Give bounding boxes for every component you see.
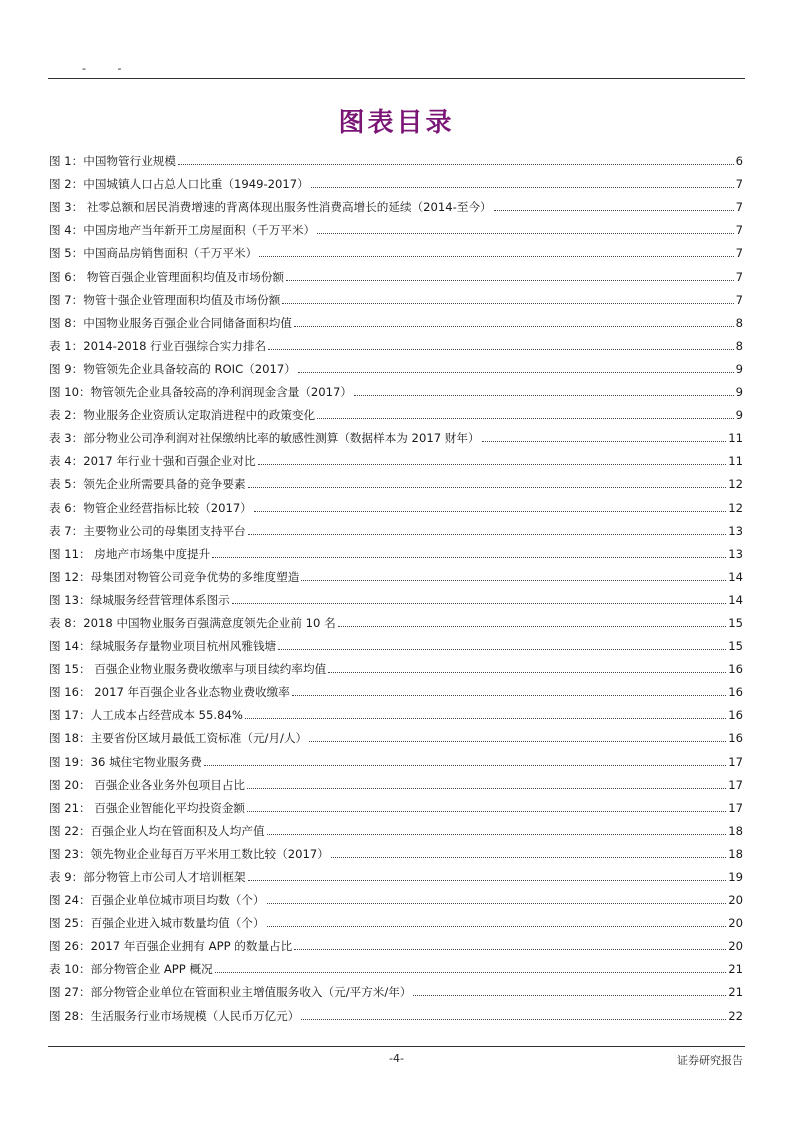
- toc-entry[interactable]: [49, 399, 743, 422]
- toc-entry-page[interactable]: 13: [728, 546, 743, 561]
- toc-entry[interactable]: [49, 561, 743, 584]
- toc-entry[interactable]: [49, 838, 743, 861]
- toc-entry[interactable]: [49, 976, 743, 999]
- toc-entry-page[interactable]: 16: [728, 662, 743, 677]
- toc-leader-dots: [494, 210, 734, 211]
- toc-leader-dots: [311, 187, 734, 188]
- toc-leader-dots: [232, 603, 726, 604]
- toc-entry-page[interactable]: 12: [728, 477, 743, 492]
- toc-entry-label[interactable]: 表 10：部分物管企业 APP 概况: [49, 962, 213, 977]
- toc-leader-dots: [338, 626, 727, 627]
- toc-leader-dots: [267, 834, 727, 835]
- toc-leader-dots: [309, 741, 726, 742]
- toc-entry[interactable]: [49, 930, 743, 953]
- toc-leader-dots: [482, 441, 727, 442]
- report-label: 证券研究报告: [677, 1054, 743, 1067]
- toc-leader-dots: [331, 857, 726, 858]
- toc-entry[interactable]: [49, 722, 743, 745]
- toc-entry-label[interactable]: 图 9：物管领先企业具备较高的 ROIC（2017）: [49, 361, 296, 376]
- toc-entry[interactable]: [49, 676, 743, 699]
- toc-entry[interactable]: [49, 538, 743, 561]
- toc-entry[interactable]: [49, 745, 743, 768]
- toc-leader-dots: [247, 788, 726, 789]
- toc-entry[interactable]: [49, 422, 743, 445]
- page-number: -4-: [389, 1052, 404, 1065]
- toc-entry[interactable]: [49, 376, 743, 399]
- toc-leader-dots: [267, 903, 727, 904]
- toc-entry-page[interactable]: 11: [728, 431, 743, 446]
- toc-entry[interactable]: [49, 861, 743, 884]
- toc-entry-label[interactable]: 表 1：2014-2018 行业百强综合实力排名: [49, 338, 267, 353]
- toc-entry-label[interactable]: 表 8：2018 中国物业服务百强满意度领先企业前 10 名: [49, 615, 336, 630]
- toc-entry-label[interactable]: 图 16： 2017 年百强企业各业态物业费收缴率: [49, 685, 290, 700]
- toc-entry-label[interactable]: 图 28：生活服务行业市场规模（人民币万亿元）: [49, 1008, 300, 1023]
- toc-entry-label[interactable]: 表 9：部分物管上市公司人才培训框架: [49, 870, 246, 884]
- toc-leader-dots: [294, 326, 734, 327]
- toc-entry[interactable]: [49, 353, 743, 376]
- toc-entry-page[interactable]: 22: [728, 1008, 743, 1023]
- toc-entry-label[interactable]: 表 4：2017 年行业十强和百强企业对比: [49, 454, 256, 469]
- toc-entry[interactable]: [49, 769, 743, 792]
- toc-entry[interactable]: [49, 653, 743, 676]
- toc-leader-dots: [282, 303, 733, 304]
- toc-entry-label[interactable]: 图 17：人工成本占经营成本 55.84%: [49, 708, 243, 723]
- toc-entry-page[interactable]: 9: [735, 385, 743, 400]
- toc-entry[interactable]: [49, 284, 743, 307]
- toc-entry-label[interactable]: 图 19：36 城住宅物业服务费: [49, 754, 202, 769]
- toc-entry-label[interactable]: 图 25：百强企业进入城市数量均值（个）: [49, 916, 265, 931]
- header-rule: [48, 78, 745, 79]
- toc-entry-page[interactable]: 13: [728, 523, 743, 538]
- toc-leader-dots: [212, 557, 726, 558]
- toc-entry-page[interactable]: 9: [735, 361, 743, 376]
- toc-leader-dots: [248, 534, 727, 535]
- toc-entry[interactable]: [49, 907, 743, 930]
- toc-entry[interactable]: [49, 445, 743, 468]
- toc-leader-dots: [204, 765, 726, 766]
- toc-entry[interactable]: [49, 999, 743, 1022]
- toc-leader-dots: [215, 972, 727, 973]
- toc-leader-dots: [354, 395, 734, 396]
- toc-entry-label[interactable]: 图 14：绿城服务存量物业项目杭州风雅钱塘: [49, 639, 277, 654]
- toc-leader-dots: [267, 926, 727, 927]
- toc-entry-label[interactable]: 图 24：百强企业单位城市项目均数（个）: [49, 893, 265, 908]
- toc-entry-page[interactable]: 16: [728, 685, 743, 700]
- toc-entry-page[interactable]: 16: [728, 731, 743, 746]
- toc-entry[interactable]: [49, 260, 743, 283]
- toc-leader-dots: [317, 233, 733, 234]
- toc-leader-dots: [298, 372, 734, 373]
- toc-entry-page[interactable]: 7: [735, 223, 743, 238]
- toc-entry-page[interactable]: 9: [735, 408, 743, 423]
- toc-entry[interactable]: [49, 699, 743, 722]
- toc-entry-page[interactable]: 21: [728, 962, 743, 977]
- footer-rule: [48, 1046, 745, 1047]
- toc-entry[interactable]: [49, 607, 743, 630]
- toc-leader-dots: [278, 649, 726, 650]
- toc-leader-dots: [413, 995, 726, 996]
- toc-entry-page[interactable]: 20: [728, 939, 743, 954]
- toc-entry-label[interactable]: 图 10：物管领先企业具备较高的净利润现金含量（2017）: [49, 385, 353, 400]
- toc-entry-label[interactable]: 图 22：百强企业人均在管面积及人均产值: [49, 823, 265, 838]
- toc-leader-dots: [317, 418, 733, 419]
- toc-entry-page[interactable]: 18: [728, 823, 743, 838]
- toc-entry-page[interactable]: 7: [735, 246, 743, 261]
- toc-entry-label[interactable]: 图 8：中国物业服务百强企业合同储备面积均值: [49, 315, 292, 330]
- toc-entry-page[interactable]: 14: [728, 569, 743, 584]
- toc-leader-dots: [259, 256, 733, 257]
- toc-entry-page[interactable]: 17: [728, 800, 743, 815]
- toc-entry[interactable]: [49, 515, 743, 538]
- toc-entry-label[interactable]: 表 7：主要物业公司的母集团支持平台: [49, 523, 246, 538]
- toc-entry-page[interactable]: 15: [728, 615, 743, 630]
- toc-entry[interactable]: [49, 168, 743, 191]
- toc-entry-page[interactable]: 11: [728, 454, 743, 469]
- toc-leader-dots: [247, 811, 726, 812]
- toc-entry[interactable]: [49, 884, 743, 907]
- header-mark: - -: [82, 62, 136, 75]
- toc-entry-page[interactable]: 7: [735, 269, 743, 284]
- toc-entry-label[interactable]: 表 5：领先企业所需要具备的竞争要素: [49, 477, 246, 492]
- toc-entry-page[interactable]: 17: [728, 777, 743, 792]
- toc-entry-label[interactable]: 图 4：中国房地产当年新开工房屋面积（千万平米）: [49, 223, 316, 238]
- toc-entry-page[interactable]: 15: [728, 639, 743, 654]
- toc-leader-dots: [286, 280, 734, 281]
- toc-entry-label[interactable]: 表 6：物管企业经营指标比较（2017）: [49, 500, 252, 515]
- toc-entry[interactable]: [49, 953, 743, 976]
- toc-entry-page[interactable]: 8: [735, 315, 743, 330]
- toc-entry[interactable]: [49, 468, 743, 491]
- toc-entry-page[interactable]: 17: [728, 754, 743, 769]
- toc-leader-dots: [328, 672, 726, 673]
- toc-leader-dots: [301, 1019, 726, 1020]
- toc-entry-label[interactable]: 图 6： 物管百强企业管理面积均值及市场份额: [49, 269, 285, 284]
- toc-entry-label[interactable]: 图 27：部分物管企业单位在管面积业主增值服务收入（元/平方米/年）: [49, 985, 412, 1000]
- toc-entry-label[interactable]: 表 3：部分物业公司净利润对社保缴纳比率的敏感性测算（数据样本为 2017 财年）: [49, 431, 480, 446]
- toc-entry-label[interactable]: 图 20： 百强企业各业务外包项目占比: [49, 777, 246, 792]
- toc-entry-label[interactable]: 图 26：2017 年百强企业拥有 APP 的数量占比: [49, 939, 293, 954]
- toc-leader-dots: [301, 580, 726, 581]
- toc-entry-label[interactable]: 图 5：中国商品房销售面积（千万平米）: [49, 246, 258, 261]
- toc-leader-dots: [268, 349, 734, 350]
- toc-entry-page[interactable]: 6: [735, 154, 743, 169]
- toc-entry-label[interactable]: 图 21： 百强企业智能化平均投资金额: [49, 800, 246, 815]
- toc-entry-label[interactable]: 图 7：物管十强企业管理面积均值及市场份额: [49, 292, 281, 307]
- toc-leader-dots: [258, 464, 727, 465]
- toc-entry-page[interactable]: 12: [728, 500, 743, 515]
- toc-entry-page[interactable]: 7: [735, 177, 743, 192]
- toc-entry-page[interactable]: 14: [728, 592, 743, 607]
- toc-entry[interactable]: [49, 584, 743, 607]
- toc-entry[interactable]: [49, 330, 743, 353]
- toc-entry-page[interactable]: 7: [735, 200, 743, 215]
- toc-leader-dots: [248, 487, 727, 488]
- toc-entry[interactable]: [49, 145, 743, 168]
- toc-entry-label[interactable]: 图 1：中国物管行业规模: [49, 154, 176, 169]
- toc-entry[interactable]: [49, 815, 743, 838]
- toc-entry[interactable]: [49, 792, 743, 815]
- toc-entry-label[interactable]: 图 18：主要省份区域月最低工资标准（元/月/人）: [49, 731, 308, 746]
- toc-leader-dots: [245, 718, 726, 719]
- toc-entry[interactable]: [49, 491, 743, 514]
- toc-entry-label[interactable]: 图 15： 百强企业物业服务费收缴率与项目续约率均值: [49, 662, 327, 677]
- toc-entry-page[interactable]: 8: [735, 338, 743, 353]
- toc-leader-dots: [292, 695, 726, 696]
- toc-entry-label[interactable]: 图 23：领先物业企业每百万平米用工数比较（2017）: [49, 846, 329, 861]
- toc-entry-label[interactable]: 图 13：绿城服务经营管理体系图示: [49, 592, 230, 607]
- toc-entry-page[interactable]: 20: [728, 916, 743, 931]
- toc-entry-label[interactable]: 图 3： 社零总额和居民消费增速的背离体现出服务性消费高增长的延续（2014-至今）: [49, 200, 492, 215]
- toc-entry[interactable]: [49, 307, 743, 330]
- toc-entry-page[interactable]: 20: [728, 893, 743, 908]
- toc-leader-dots: [254, 511, 726, 512]
- toc-entry[interactable]: [49, 630, 743, 653]
- toc-entry-label[interactable]: 图 2：中国城镇人口占总人口比重（1949-2017）: [49, 177, 309, 192]
- toc-entry-page[interactable]: 21: [728, 985, 743, 1000]
- toc-entry-label[interactable]: 图 11： 房地产市场集中度提升: [49, 546, 211, 561]
- toc-entry[interactable]: [49, 237, 743, 260]
- toc-entry[interactable]: [49, 214, 743, 237]
- toc-entry-page[interactable]: 7: [735, 292, 743, 307]
- toc-entry[interactable]: [49, 191, 743, 214]
- toc-entry-page[interactable]: 16: [728, 708, 743, 723]
- toc-entry-page[interactable]: 18: [728, 846, 743, 861]
- toc-leader-dots: [248, 880, 727, 881]
- toc-leader-dots: [178, 164, 734, 165]
- toc-entry-label[interactable]: 图 12：母集团对物管公司竞争优势的多维度塑造: [49, 569, 300, 584]
- page-title: 图表目录: [338, 108, 455, 138]
- toc-entry-page[interactable]: 19: [728, 870, 743, 884]
- toc-leader-dots: [294, 949, 726, 950]
- table-of-figures: [49, 145, 743, 1023]
- toc-entry-label[interactable]: 表 2：物业服务企业资质认定取消进程中的政策变化: [49, 408, 316, 423]
